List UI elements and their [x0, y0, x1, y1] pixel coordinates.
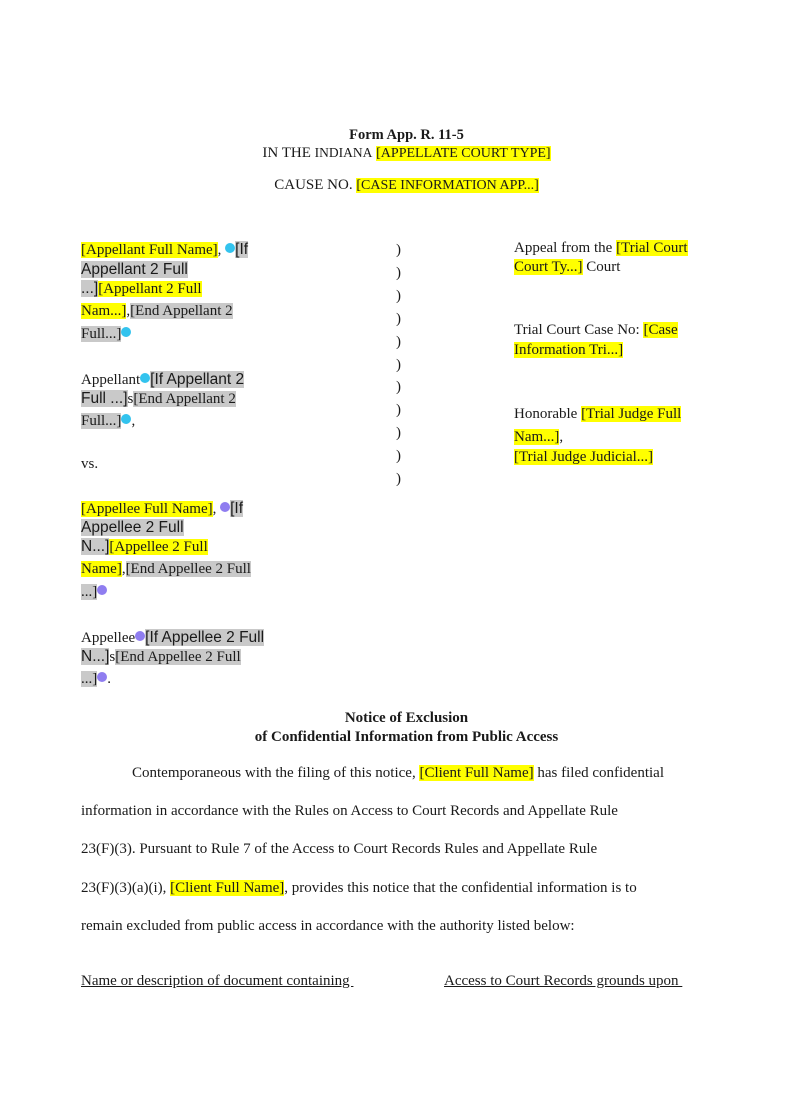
body-text: 23(F)(3)(a)(i),	[81, 880, 171, 896]
appellant-label-line-3	[81, 413, 135, 430]
end-appellant-plural-field-cont[interactable]: Full...]	[81, 413, 122, 429]
appellant-label-line-2	[81, 390, 236, 408]
body-text: has filed confidential	[533, 765, 664, 781]
body-line-2: information in accordance with the Rules on Access to Court Records and Appellate Rule	[81, 803, 618, 819]
appellant-2-name-field-cont[interactable]: Nam...]	[81, 303, 127, 319]
if-appellant-plural-field-cont[interactable]: Full ...]	[81, 390, 128, 407]
judge-line-1	[514, 406, 681, 423]
appellant-line-2	[81, 261, 188, 279]
end-appellant-2-field[interactable]: [End Appellant 2	[130, 303, 233, 319]
cause-field[interactable]: [CASE INFORMATION APP...]	[356, 178, 539, 193]
judge-name-field[interactable]: [Trial Judge Full	[581, 406, 682, 422]
paren: )	[396, 264, 401, 281]
if-appellant-2-field[interactable]: [If	[235, 241, 249, 258]
if-appellee-2-field[interactable]: [If	[230, 500, 244, 517]
appellant-line-1	[81, 241, 248, 259]
judge-line-3	[514, 449, 653, 466]
appellant-name-field[interactable]: [Appellant Full Name]	[81, 242, 218, 258]
appellee-line-3	[81, 538, 208, 556]
case-info-field-cont[interactable]: Information Tri...]	[514, 342, 624, 358]
conditional-marker-icon	[135, 631, 145, 641]
if-appellant-plural-field[interactable]: [If Appellant 2	[150, 371, 245, 388]
end-appellee-plural-field[interactable]: [End Appellee 2 Full	[115, 649, 241, 665]
body-text: , provides this notice that the confidential information is to	[284, 880, 637, 896]
appellee-line-2	[81, 519, 184, 537]
body-line-3: 23(F)(3). Pursuant to Rule 7 of the Access to Court Records Rules and Appellate Rule	[81, 841, 598, 857]
appellee-label-line-2	[81, 648, 241, 666]
conditional-marker-icon	[97, 672, 107, 682]
conditional-marker-icon	[140, 373, 150, 383]
appellee-name-field[interactable]: [Appellee Full Name]	[81, 501, 213, 517]
paren: )	[396, 402, 401, 419]
versus-label: vs.	[81, 456, 99, 472]
comma: ,	[121, 561, 126, 577]
cause-number	[0, 177, 800, 194]
column-header-document: Name or description of document containing	[81, 973, 354, 989]
if-appellant-2-field-end[interactable]: ...]	[81, 280, 99, 297]
appeal-from-line-1	[514, 240, 688, 257]
body-line-4	[81, 880, 637, 897]
paren: )	[396, 425, 401, 442]
appellee-line-1	[81, 500, 243, 518]
case-no-line-1	[514, 322, 678, 339]
judge-name-field-cont[interactable]: Nam...]	[514, 429, 560, 445]
end-appellee-2-field[interactable]: [End Appellee 2 Full	[125, 561, 251, 577]
conditional-marker-icon	[97, 585, 107, 595]
appellee-label-line-3	[81, 671, 111, 688]
appeal-from-line-2	[514, 259, 620, 276]
judge-judicial-field[interactable]: [Trial Judge Judicial...]	[514, 449, 654, 465]
appellant-line-4	[81, 303, 233, 320]
conditional-marker-icon	[121, 327, 131, 337]
appellant-label-line-1	[81, 371, 244, 389]
caption-divider	[396, 239, 401, 491]
if-appellee-plural-field[interactable]: [If Appellee 2 Full	[145, 629, 265, 646]
conditional-marker-icon	[121, 414, 131, 424]
appellee-2-name-field-cont[interactable]: Name]	[81, 561, 122, 577]
plural-s: s	[109, 649, 116, 665]
honorable-label: Honorable	[514, 406, 582, 422]
body-line-5: remain excluded from public access in accordance with the authority listed below:	[81, 918, 575, 934]
notice-title-line-2: of Confidential Information from Public Access	[254, 729, 559, 745]
court-state: INDIANA	[314, 145, 373, 160]
appellee-label-line-1	[81, 629, 264, 647]
court-prefix: IN THE	[262, 145, 315, 161]
judge-line-2	[514, 429, 563, 446]
conditional-marker-icon	[225, 243, 235, 253]
if-appellee-2-field-cont[interactable]: Appellee 2 Full	[81, 519, 184, 536]
end-appellee-plural-field-cont[interactable]: ...]	[81, 671, 98, 687]
if-appellee-plural-field-cont[interactable]: N...]	[81, 648, 110, 665]
period: .	[107, 671, 111, 687]
end-appellant-plural-field[interactable]: [End Appellant 2	[133, 391, 236, 407]
client-name-field[interactable]: [Client Full Name]	[170, 880, 285, 896]
column-header-grounds: Access to Court Records grounds upon	[444, 973, 683, 989]
paren: )	[396, 333, 401, 350]
court-heading	[0, 145, 800, 162]
paren: )	[396, 356, 401, 373]
appellant-line-5	[81, 326, 131, 343]
paren: )	[396, 287, 401, 304]
case-no-line-2	[514, 342, 623, 359]
appellant-2-name-field[interactable]: [Appellant 2 Full	[98, 281, 202, 297]
comma: ,	[559, 429, 564, 445]
conditional-marker-icon	[220, 502, 230, 512]
paren: )	[396, 379, 401, 396]
paren: )	[396, 242, 401, 258]
notice-title-line-1: Notice of Exclusion	[344, 710, 469, 726]
paren: )	[396, 448, 401, 465]
client-name-field[interactable]: [Client Full Name]	[419, 765, 534, 781]
paren: )	[396, 471, 401, 488]
court-word: Court	[582, 259, 621, 275]
end-appellant-2-field-cont[interactable]: Full...]	[81, 326, 122, 342]
trial-court-type-field-cont[interactable]: Court Ty...]	[514, 259, 583, 275]
appellee-line-4	[81, 561, 251, 578]
plural-s: s	[127, 391, 134, 407]
body-line-1	[132, 765, 664, 782]
cause-label: CAUSE NO.	[274, 177, 357, 193]
if-appellee-2-field-end[interactable]: N...]	[81, 538, 110, 555]
comma: ,	[212, 501, 217, 517]
comma: ,	[131, 413, 136, 429]
court-type-field[interactable]: [APPELLATE COURT TYPE]	[376, 146, 551, 161]
appellant-line-3	[81, 280, 202, 298]
comma: ,	[217, 242, 222, 258]
trial-court-type-field[interactable]: [Trial Court	[616, 240, 688, 256]
appellant-word: Appellant	[81, 372, 141, 388]
comma: ,	[126, 303, 131, 319]
if-appellant-2-field-cont[interactable]: Appellant 2 Full	[81, 261, 188, 278]
form-title: Form App. R. 11-5	[349, 127, 464, 143]
appellee-2-name-field[interactable]: [Appellee 2 Full	[109, 539, 208, 555]
end-appellee-2-field-cont[interactable]: ...]	[81, 584, 98, 600]
body-text: Contemporaneous with the filing of this notice,	[132, 765, 420, 781]
paren: )	[396, 310, 401, 327]
case-no-label: Trial Court Case No:	[514, 322, 644, 338]
appellee-line-5	[81, 584, 107, 601]
appeal-from-label: Appeal from the	[514, 240, 617, 256]
appellee-word: Appellee	[81, 630, 136, 646]
case-info-field[interactable]: [Case	[643, 322, 678, 338]
